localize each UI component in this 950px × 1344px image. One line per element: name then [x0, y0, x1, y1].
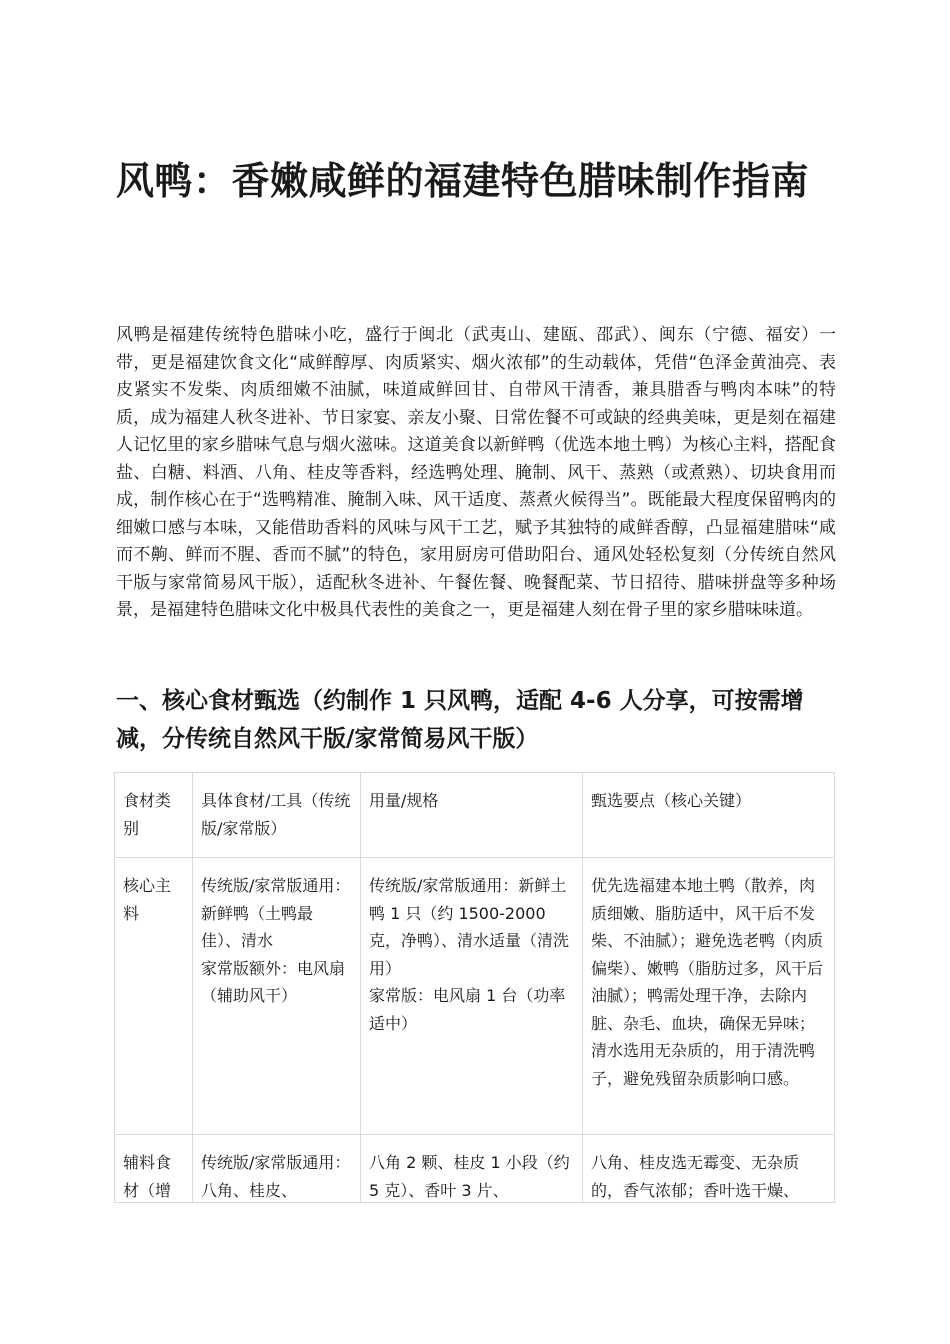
- table-cell-amount: 八角 2 颗、桂皮 1 小段（约 5 克）、香叶 3 片、: [361, 1135, 583, 1204]
- table-cell-tips: 优先选福建本地土鸭（散养，肉质细嫩、脂肪适中，风干后不发柴、不油腻）；避免选老鸭（肉质偏柴）、嫩鸭（脂肪过多，风干后油腻）；鸭需处理干净，去除内脏、杂毛、血块，确保无异味；清水选用无杂质的，用于清洗鸭子，避免残留杂质影响口感。: [583, 858, 835, 1135]
- table-cell-items: 传统版/家常版通用：新鲜鸭（土鸭最佳）、清水 家常版额外：电风扇（辅助风干）: [193, 858, 361, 1135]
- table-row: [115, 858, 835, 1135]
- page-title: 风鸭：香嫩咸鲜的福建特色腊味制作指南: [116, 159, 810, 203]
- ingredients-table-container: [114, 772, 836, 1203]
- ingredients-table: [114, 772, 835, 1203]
- table-row: [115, 1135, 835, 1204]
- table-cell-tips: 八角、桂皮选无霉变、无杂质的，香气浓郁；香叶选干燥、: [583, 1135, 835, 1204]
- table-header-cell: 甄选要点（核心关键）: [583, 773, 835, 858]
- table-cell-category: 辅料食材（增: [115, 1135, 193, 1204]
- section-heading: 一、核心食材甄选（约制作 1 只风鸭，适配 4-6 人分享，可按需增减，分传统自然风干版/家常简易风干版）: [116, 688, 804, 752]
- table-header-cell: 具体食材/工具（传统版/家常版）: [193, 773, 361, 858]
- table-header-cell: 食材类别: [115, 773, 193, 858]
- intro-paragraph: 风鸭是福建传统特色腊味小吃，盛行于闽北（武夷山、建瓯、邵武）、闽东（宁德、福安）一带，更是福建饮食文化“咸鲜醇厚、肉质紧实、烟火浓郁”的生动载体，凭借“色泽金黄油亮、表皮紧实不发柴、肉质细嫩不油腻，味道咸鲜回甘、自带风干清香，兼具腊香与鸭肉本味”的特质，成为福建人秋冬进补、节日家宴、亲友小聚、日常佐餐不可或缺的经典美味，更是刻在福建人记忆里的家乡腊味气息与烟火滋味。这道美食以新鲜鸭（优选本地土鸭）为核心主料，搭配食盐、白糖、料酒、八角、桂皮等香料，经选鸭处理、腌制、风干、蒸熟（或煮熟）、切块食用而成，制作核心在于“选鸭精准、腌制入味、风干适度、蒸煮火候得当”。既能最大程度保留鸭肉的细嫩口感与本味，又能借助香料的风味与风干工艺，赋予其独特的咸鲜香醇，凸显福建腊味“咸而不齁、鲜而不腥、香而不腻”的特色，家用厨房可借助阳台、通风处轻松复刻（分传统自然风干版与家常简易风干版），适配秋冬进补、午餐佐餐、晚餐配菜、节日招待、腊味拼盘等多种场景，是福建特色腊味文化中极具代表性的美食之一，更是福建人刻在骨子里的家乡腊味味道。: [116, 325, 836, 620]
- table-header-cell: 用量/规格: [361, 773, 583, 858]
- table-header-row: [115, 773, 835, 858]
- table-cell-amount: 传统版/家常版通用：新鲜土鸭 1 只（约 1500-2000 克，净鸭）、清水适量（清洗用） 家常版：电风扇 1 台（功率适中）: [361, 858, 583, 1135]
- table-cell-items: 传统版/家常版通用：八角、桂皮、: [193, 1135, 361, 1204]
- table-cell-category: 核心主料: [115, 858, 193, 1135]
